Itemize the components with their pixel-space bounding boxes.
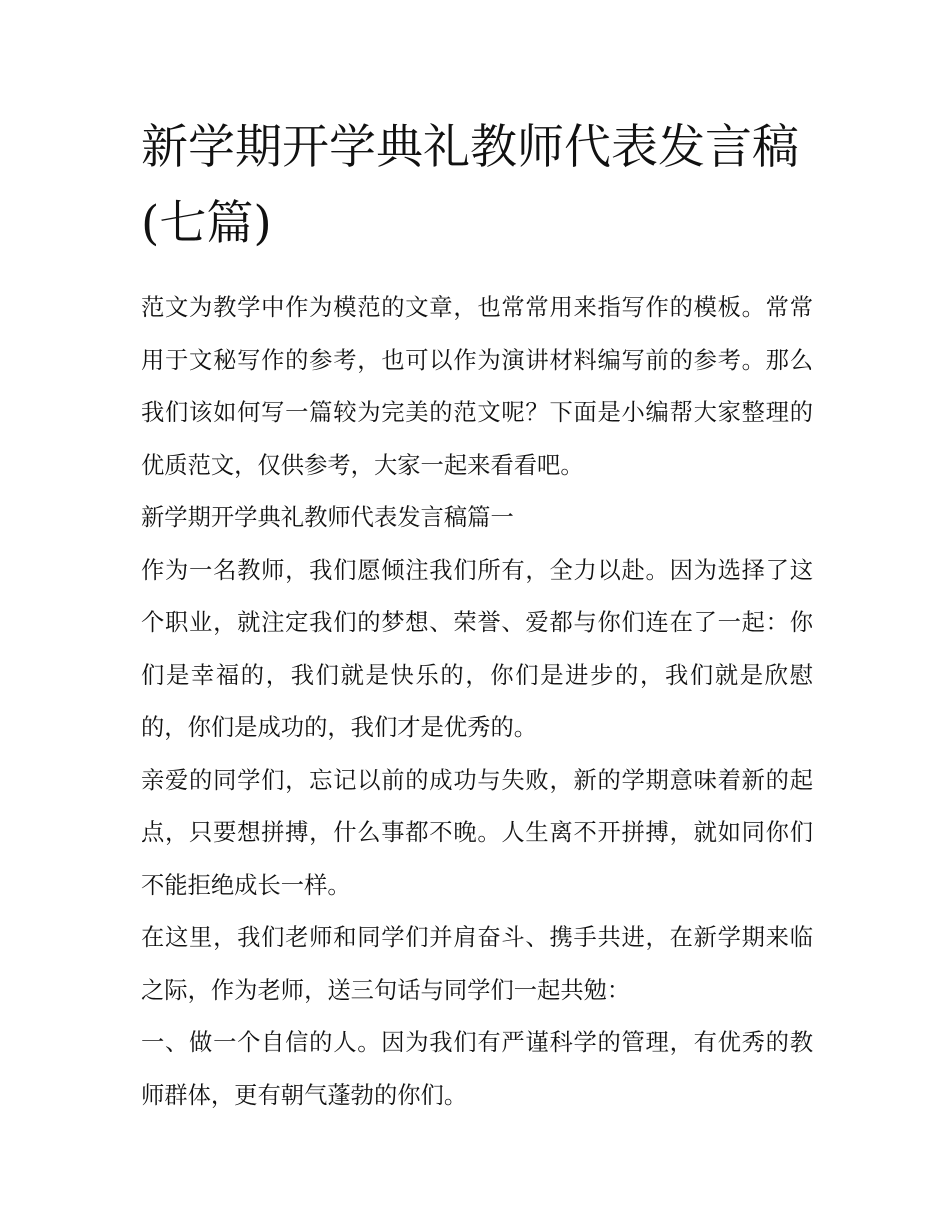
intro-paragraph: 范文为教学中作为模范的文章，也常常用来指写作的模板。常常用于文秘写作的参考，也可以作为演讲材料编写前的参考。那么我们该如何写一篇较为完美的范文呢？下面是小编帮大家整理的优质范文，仅供参考，大家一起来看看吧。 bbox=[141, 294, 813, 479]
body-paragraph: 亲爱的同学们，忘记以前的成功与失败，新的学期意味着新的起点，只要想拼搏，什么事都不晚。人生离不开拼搏，就如同你们不能拒绝成长一样。 bbox=[141, 766, 813, 899]
title-spacer bbox=[141, 262, 813, 282]
document-body bbox=[141, 110, 813, 1122]
body-paragraph: 在这里，我们老师和同学们并肩奋斗、携手共进，在新学期来临之际，作为老师，送三句话与同学们一起共勉： bbox=[141, 924, 813, 1004]
body-paragraph: 作为一名教师，我们愿倾注我们所有，全力以赴。因为选择了这个职业，就注定我们的梦想、荣誉、爱都与你们连在了一起：你们是幸福的，我们就是快乐的，你们是进步的，我们就是欣慰的，你们是成功的，我们才是优秀的。 bbox=[141, 556, 813, 741]
body-paragraph: 一、做一个自信的人。因为我们有严谨科学的管理，有优秀的教师群体，更有朝气蓬勃的你们。 bbox=[141, 1029, 813, 1109]
section-heading: 新学期开学典礼教师代表发言稿篇一 bbox=[141, 504, 514, 531]
document-title: 新学期开学典礼教师代表发言稿(七篇) bbox=[141, 120, 799, 251]
